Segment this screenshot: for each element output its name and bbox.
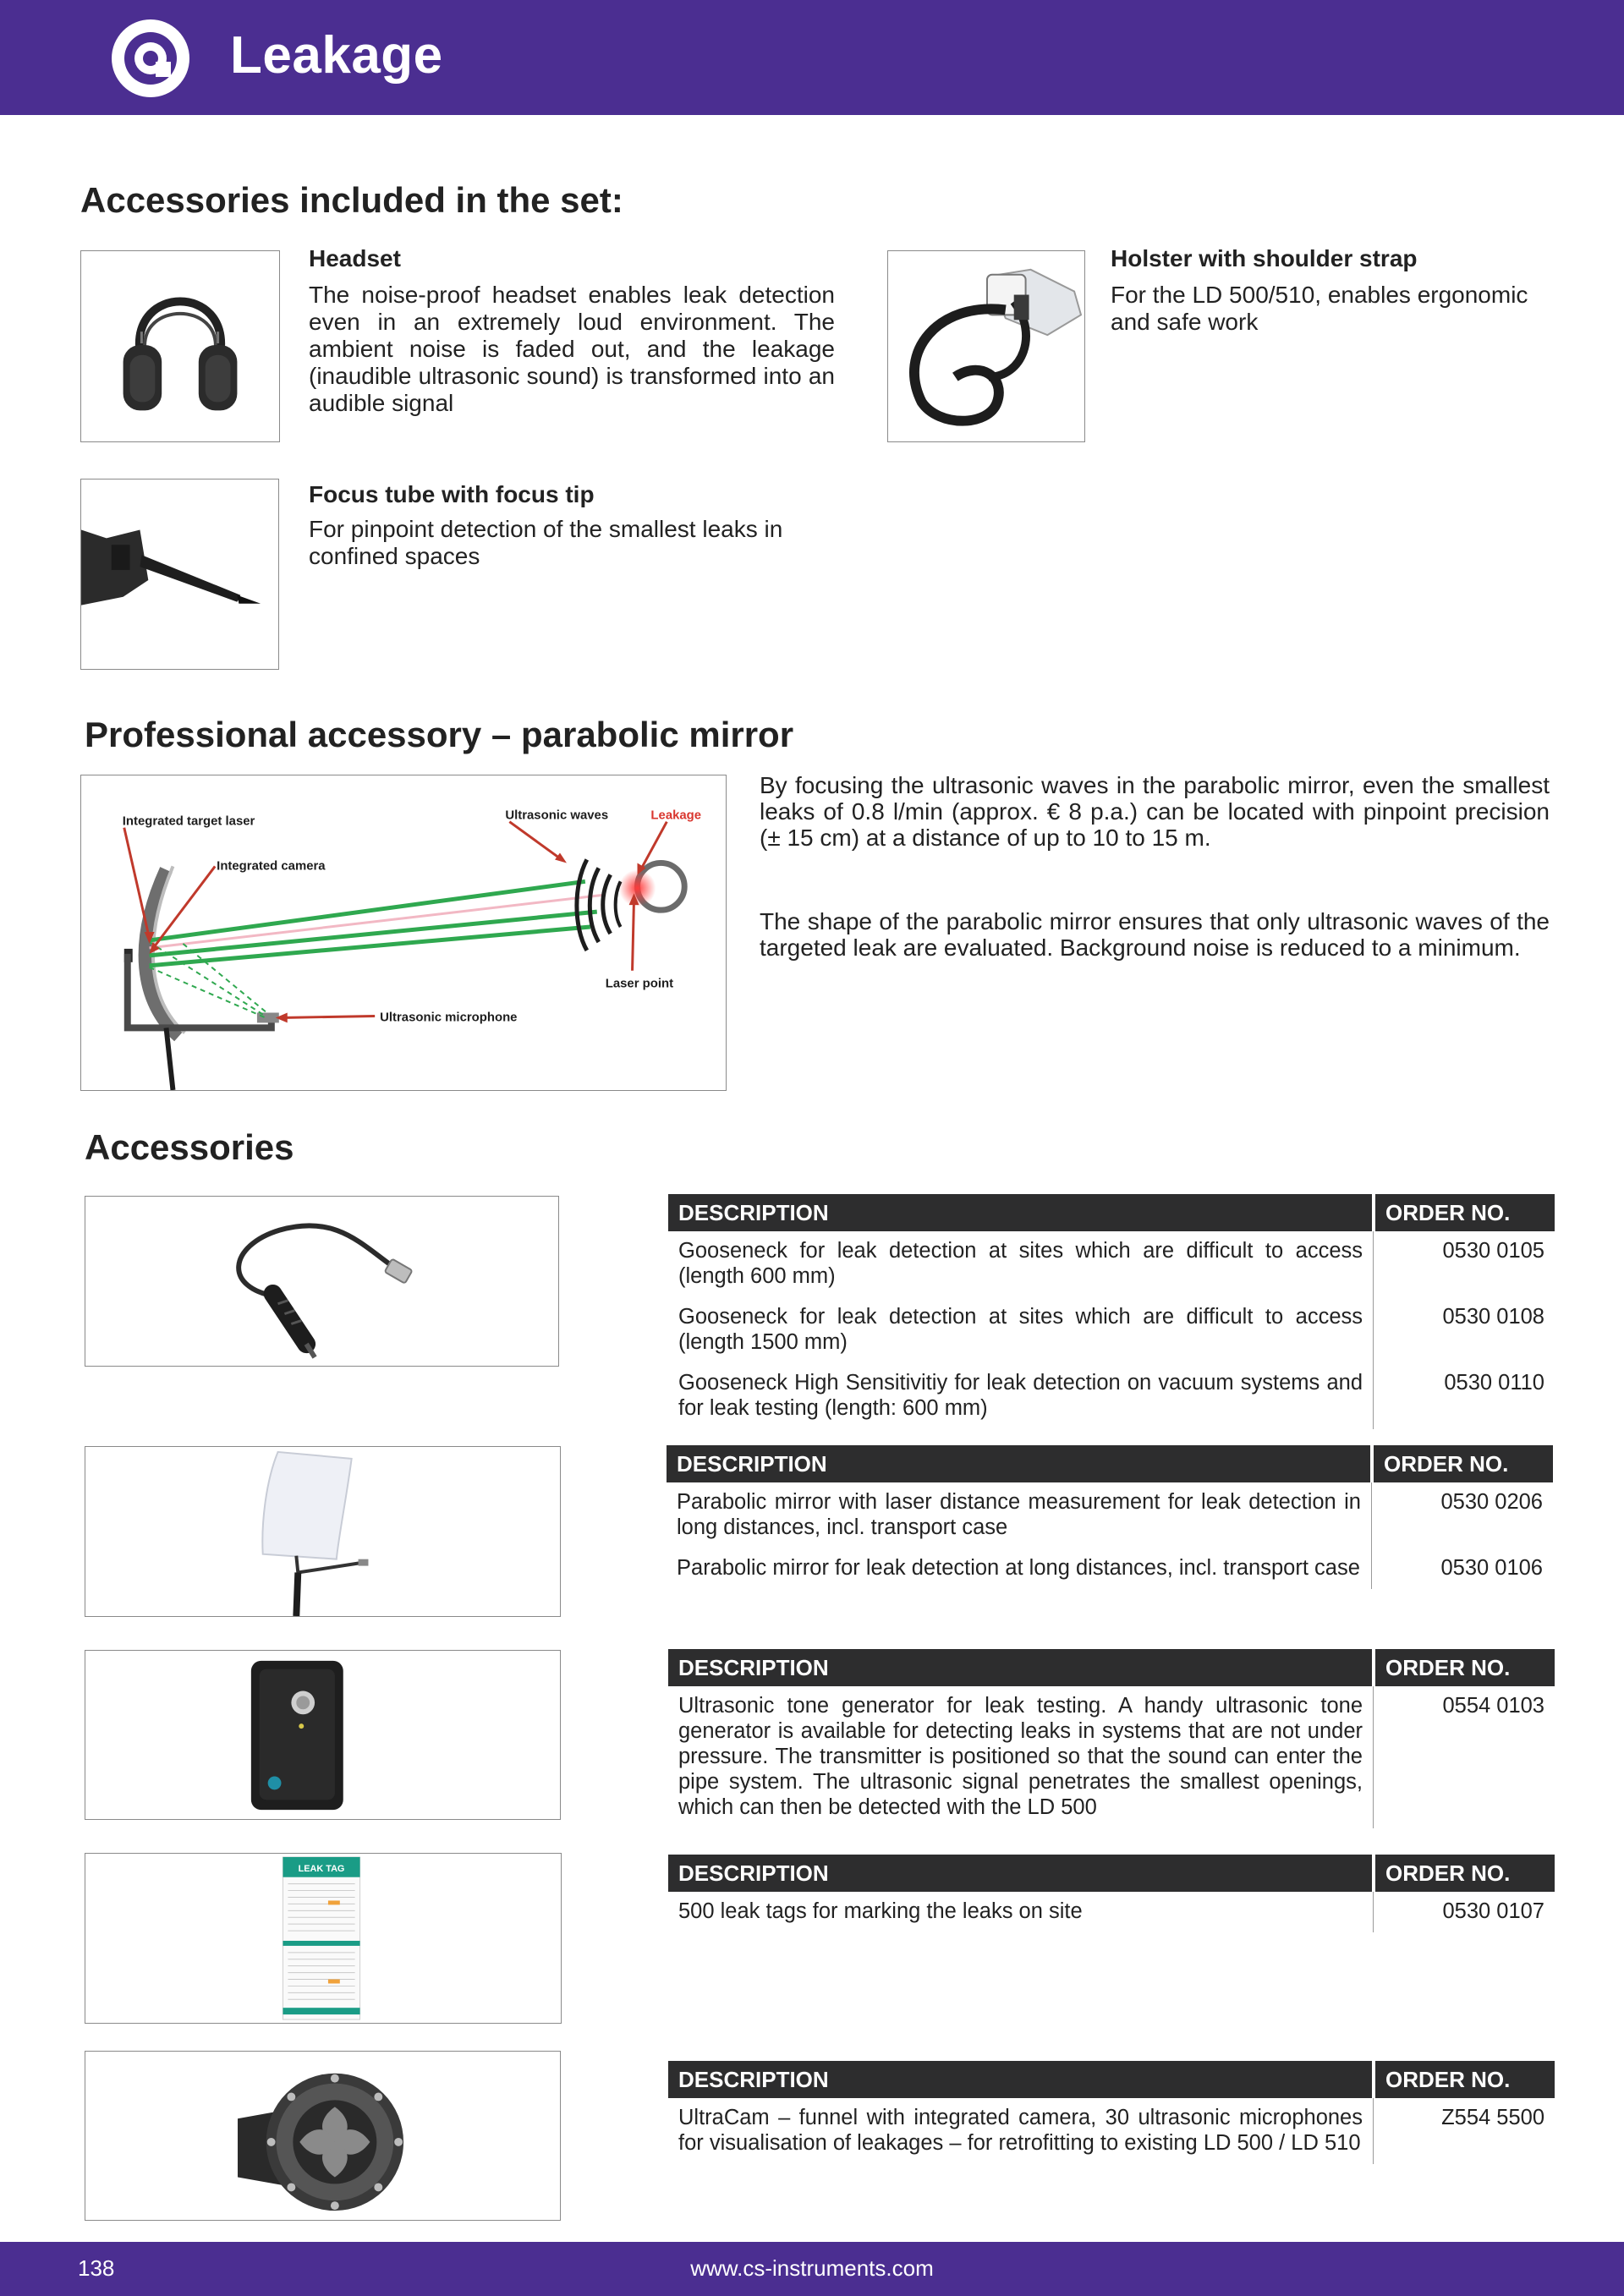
ultracam-image [85,2051,561,2221]
row-description: Parabolic mirror for leak detection at long distances, incl. transport case [667,1548,1372,1589]
gooseneck-icon [85,1197,558,1366]
footer-url[interactable]: www.cs-instruments.com [690,2255,934,2281]
col-order-no: ORDER NO. [1374,1445,1553,1482]
row-description: Gooseneck for leak detection at sites which are difficult to access (length 1500 mm) [668,1297,1374,1363]
headset-image [80,250,280,442]
included-heading: Accessories included in the set: [80,180,623,220]
tone-generator-icon [85,1651,560,1819]
row-description: Gooseneck High Sensitivitiy for leak detection on vacuum systems and for leak testing (length: 600 mm) [668,1363,1374,1429]
focus-tube-title: Focus tube with focus tip [309,481,595,507]
label-integrated-target-laser: Integrated target laser [122,814,255,829]
gooseneck-image [85,1196,559,1367]
row-order-no: 0530 0206 [1440,1490,1543,1514]
holster-title: Holster with shoulder strap [1111,245,1418,271]
table-row [668,1297,1555,1363]
parabolic-mirror-table [667,1445,1553,1589]
row-order-no: 0530 0110 [1444,1371,1544,1395]
col-description: DESCRIPTION [668,1649,1372,1686]
mirror-heading: Professional accessory – parabolic mirror [85,715,794,754]
page-footer [0,2242,1624,2296]
holster-text: For the LD 500/510, enables ergonomic and safe work [1111,282,1528,335]
parabolic-mirror-image [85,1446,561,1617]
row-order-no: 0530 0105 [1442,1239,1544,1263]
headset-text: The noise-proof headset enables leak detection even in an extremely loud environment. The ambient noise is faded out, and the leakage (inaudible ultrasonic sound) is transformed into an audible signal [309,282,835,416]
focus-tube-icon [81,479,278,669]
row-description: Gooseneck for leak detection at sites which are difficult to access (length 600 mm) [668,1231,1374,1297]
focus-tube-text: For pinpoint detection of the smallest leaks in confined spaces [309,516,783,569]
mirror-paragraph-1: By focusing the ultrasonic waves in the parabolic mirror, even the smallest leaks of 0.8 l/min (approx. € 8 p.a.) can be located with pinpoint precision (± 15 cm) at a distance of up to 10 to 15 m. [760,772,1550,851]
label-leakage: Leakage [650,808,702,823]
col-order-no: ORDER NO. [1375,2061,1555,2098]
parabolic-mirror-diagram-icon [81,775,726,1090]
row-order-no: 0530 0107 [1442,1899,1544,1923]
row-order-no: 0530 0108 [1442,1305,1544,1329]
table-row [668,1363,1555,1429]
row-description: Parabolic mirror with laser distance measurement for leak detection in long distances, incl. transport case [667,1482,1372,1548]
label-ultrasonic-microphone: Ultrasonic microphone [380,1011,518,1025]
headset-icon [81,251,279,441]
page-header [0,0,1624,115]
leak-tag-icon [85,1854,561,2023]
row-order-no: 0554 0103 [1442,1694,1544,1718]
row-description: 500 leak tags for marking the leaks on site [668,1892,1374,1932]
accessories-heading: Accessories [85,1127,294,1167]
col-description: DESCRIPTION [668,1855,1372,1892]
mirror-paragraph-2: The shape of the parabolic mirror ensures that only ultrasonic waves of the targeted leak are evaluated. Background noise is reduced to a minimum. [760,908,1550,961]
tone-generator-image [85,1650,561,1820]
row-description: Ultrasonic tone generator for leak testing. A handy ultrasonic tone generator is available for detecting leaks in systems that are not under pressure. The transmitter is positioned so that the sound can enter the pipe system. The ultrasonic signal penetrates the smallest openings, which can then be detected with the LD 500 [668,1686,1374,1828]
leak-tag-table [668,1855,1555,1932]
table-row [668,1231,1555,1297]
ultracam-icon [85,2052,560,2220]
leakage-logo-icon [111,19,190,98]
row-description: UltraCam – funnel with integrated camera, 30 ultrasonic microphones for visualisation of leakages – for retrofitting to existing LD 500 / LD 510 [668,2098,1374,2164]
label-ultrasonic-waves: Ultrasonic waves [505,808,609,823]
col-order-no: ORDER NO. [1375,1855,1555,1892]
label-laser-point: Laser point [605,977,674,991]
page-title: Leakage [230,26,443,85]
label-integrated-camera: Integrated camera [217,859,326,874]
table-row [667,1482,1553,1548]
tone-generator-table [668,1649,1555,1828]
parabolic-mirror-diagram [80,775,727,1091]
row-order-no: 0530 0106 [1440,1556,1543,1580]
col-order-no: ORDER NO. [1375,1649,1555,1686]
headset-title: Headset [309,245,401,271]
table-row [668,1686,1555,1828]
holster-icon [888,251,1084,441]
leak-tag-label: LEAK TAG [298,1863,345,1874]
col-description: DESCRIPTION [668,1194,1372,1231]
table-row [667,1548,1553,1589]
row-order-no: Z554 5500 [1441,2106,1544,2129]
page-number: 138 [78,2255,115,2281]
col-order-no: ORDER NO. [1375,1194,1555,1231]
table-row [668,1892,1555,1932]
gooseneck-table [668,1194,1555,1429]
col-description: DESCRIPTION [667,1445,1370,1482]
focus-tube-image [80,479,279,670]
col-description: DESCRIPTION [668,2061,1372,2098]
holster-image [887,250,1085,442]
leak-tag-image [85,1853,562,2024]
parabolic-mirror-icon [85,1447,560,1616]
ultracam-table [668,2061,1555,2164]
table-row [668,2098,1555,2164]
